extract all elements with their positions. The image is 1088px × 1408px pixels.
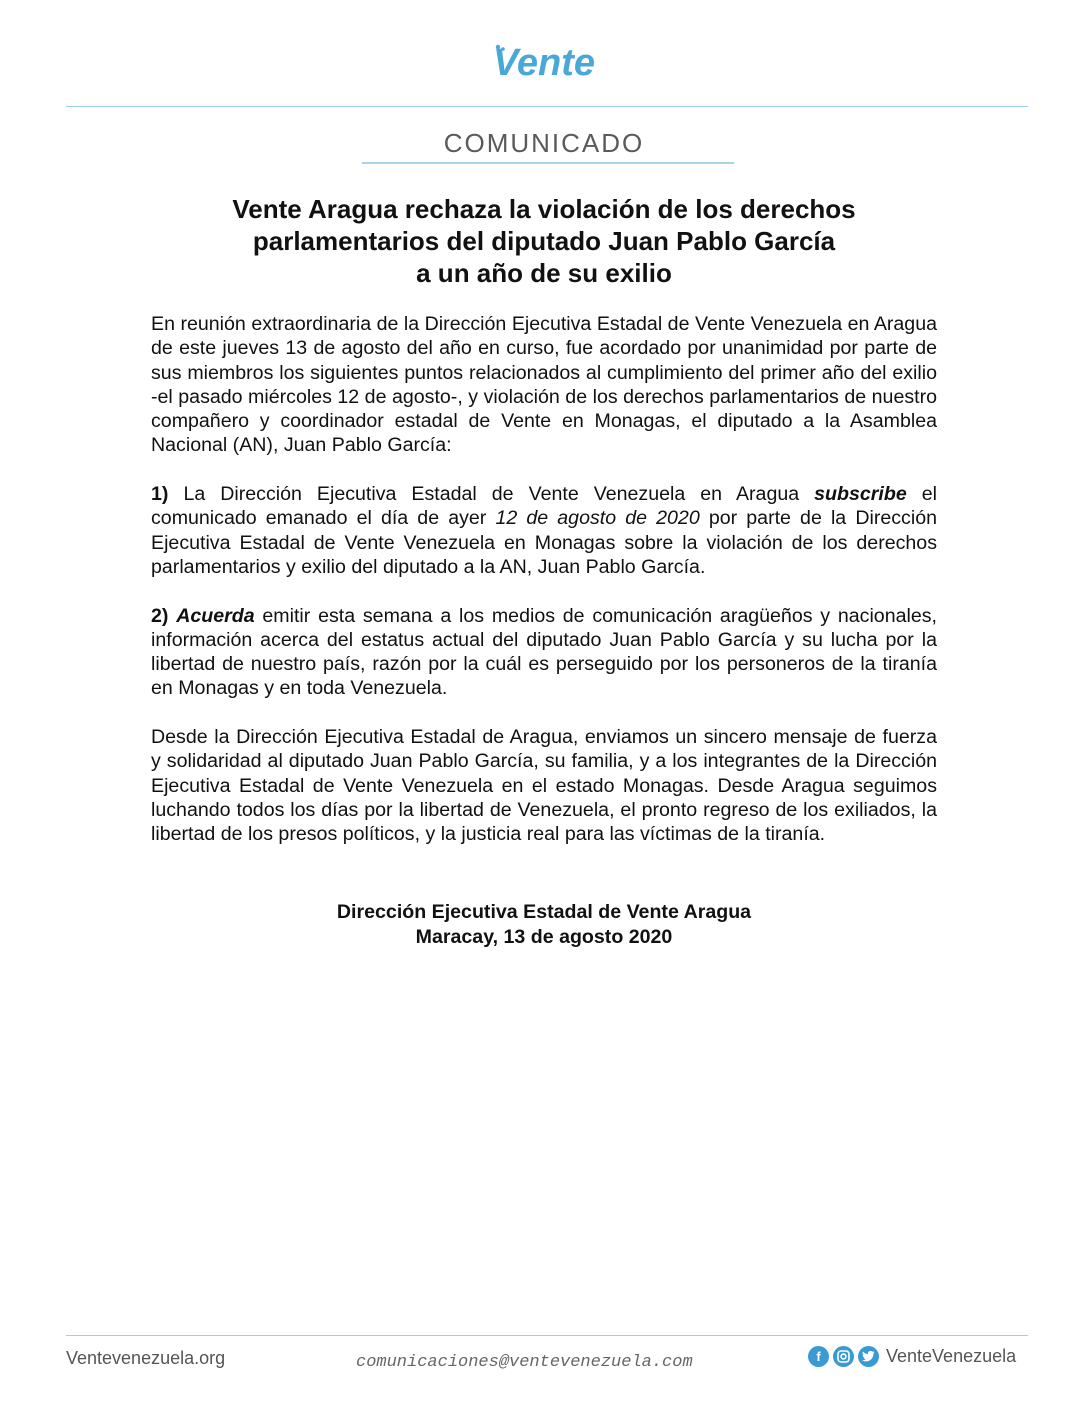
title-line-2: parlamentarios del diputado Juan Pablo García — [252, 226, 836, 256]
point-number: 1) — [151, 483, 169, 506]
document-body — [151, 312, 937, 871]
keyword-subscribe: subscribe — [814, 483, 907, 506]
header-divider — [66, 106, 1028, 107]
signature-block — [150, 900, 938, 950]
section-title-underline — [362, 162, 734, 164]
footer-email[interactable]: comunicaciones@ventevenezuela.com — [356, 1353, 693, 1372]
paragraph-point-1: 1) La Dirección Ejecutiva Estadal de Vente Venezuela en Aragua subscribe el comunicado emanado el día de ayer 12 de agosto de 2020 por parte de la Dirección Ejecutiva Estadal de Vente Venezuela en Monagas sobre la violación de los derechos parlamentarios y exilio del diputado a la AN, Juan Pablo García. — [151, 483, 937, 578]
section-title: COMUNICADO — [443, 128, 645, 158]
footer-divider — [66, 1335, 1028, 1336]
keyword-acuerda: Acuerda — [176, 604, 255, 627]
paragraph-point-2: 2) Acuerda emitir esta semana a los medios de comunicación aragüeños y nacionales, información acerca del estatus actual del diputado Juan Pablo García y su lucha por la libertad de nuestro país, razón por la cuál es perseguido por los personeros de la tiranía en Monagas y en toda Venezuela. — [151, 604, 937, 700]
footer-social-handle[interactable]: VenteVenezuela — [886, 1346, 1017, 1366]
document-title — [150, 193, 938, 289]
title-line-1: Vente Aragua rechaza la violación de los derechos — [232, 194, 856, 224]
paragraph-closing: Desde la Dirección Ejecutiva Estadal de Aragua, enviamos un sincero mensaje de fuerza y solidaridad al diputado Juan Pablo García, su familia, y a los integrantes de la Dirección Ejecutiva Estadal de Vente Venezuela en el estado Monagas. Desde Aragua seguimos luchando todos los días por la libertad de Venezuela, el pronto regreso de los exiliados, la libertad de los presos políticos, y la justicia real para las víctimas de la tiranía. — [151, 726, 937, 846]
instagram-icon[interactable] — [833, 1346, 854, 1367]
signature-place-date: Maracay, 13 de agosto 2020 — [415, 926, 673, 948]
footer-website[interactable]: Ventevenezuela.org — [66, 1348, 226, 1368]
facebook-icon[interactable]: f — [808, 1346, 829, 1367]
vente-logo: Vente — [492, 42, 596, 84]
paragraph-intro: En reunión extraordinaria de la Dirección Ejecutiva Estadal de Vente Venezuela en Aragua de este jueves 13 de agosto del año en curso, fue acordado por unanimidad por parte de sus miembros los siguientes puntos relacionados al cumplimiento del primer año del exilio -el pasado miércoles 12 de agosto-, y violación de los derechos parlamentarios de nuestro compañero y coordinador estadal de Vente en Monagas, el diputado a la Asamblea Nacional (AN), Juan Pablo García: — [151, 313, 937, 457]
title-line-3: a un año de su exilio — [416, 258, 672, 288]
footer-social — [808, 1346, 1016, 1367]
twitter-icon[interactable] — [858, 1346, 879, 1367]
date-reference: 12 de agosto de 2020 — [495, 507, 700, 530]
signature-organization: Dirección Ejecutiva Estadal de Vente Aragua — [336, 901, 752, 923]
point-number: 2) — [151, 604, 169, 627]
